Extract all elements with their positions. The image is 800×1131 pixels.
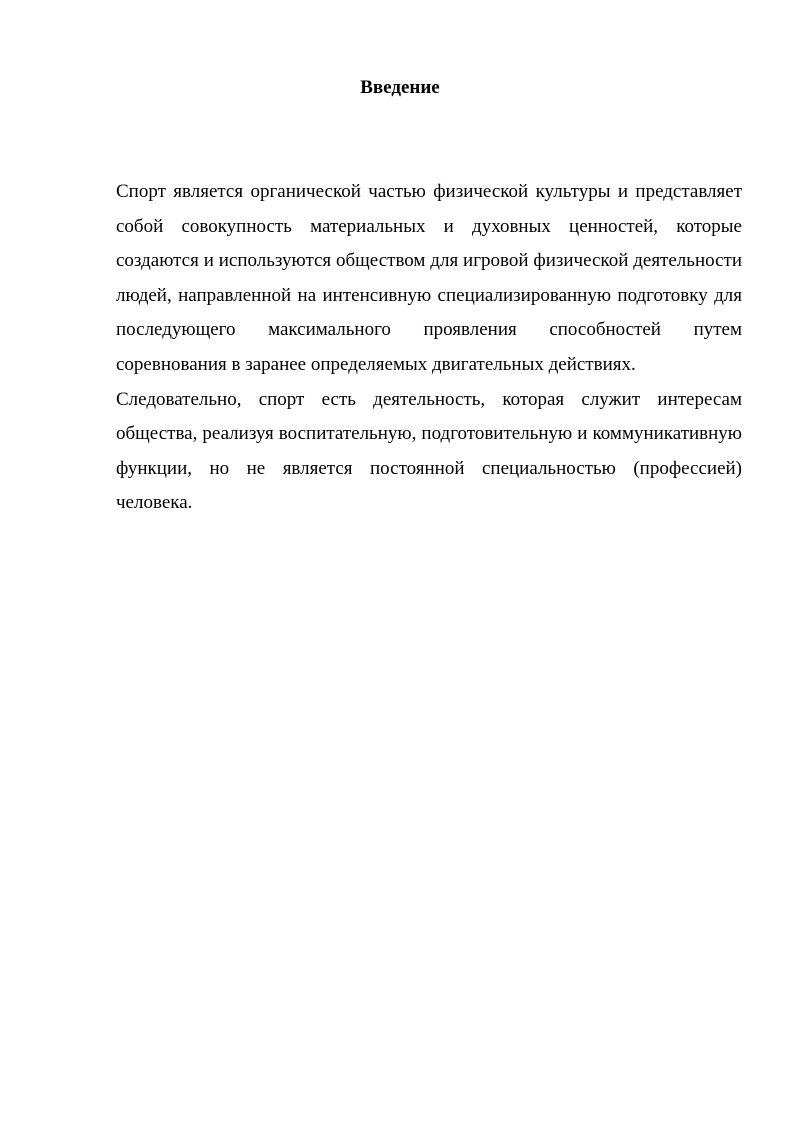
- paragraph-2: Следовательно, спорт есть деятельность, которая служит интересам общества, реализуя воспитательную, подготовительную и коммуникативную функции, но не является постоянной специальностью (профессией) человека.: [116, 388, 742, 514]
- body-text: [116, 175, 742, 521]
- paragraph-1: Спорт является органической частью физической культуры и представляет собой совокупность материальных и духовных ценностей, которые создаются и используются обществом для игровой физической деятельности людей, направленной на интенсивную специализированную подготовку для последующего максимального проявления способностей путем соревнования в заранее определяемых двигательных действиях.: [116, 181, 742, 375]
- page-title: Введение: [360, 77, 440, 98]
